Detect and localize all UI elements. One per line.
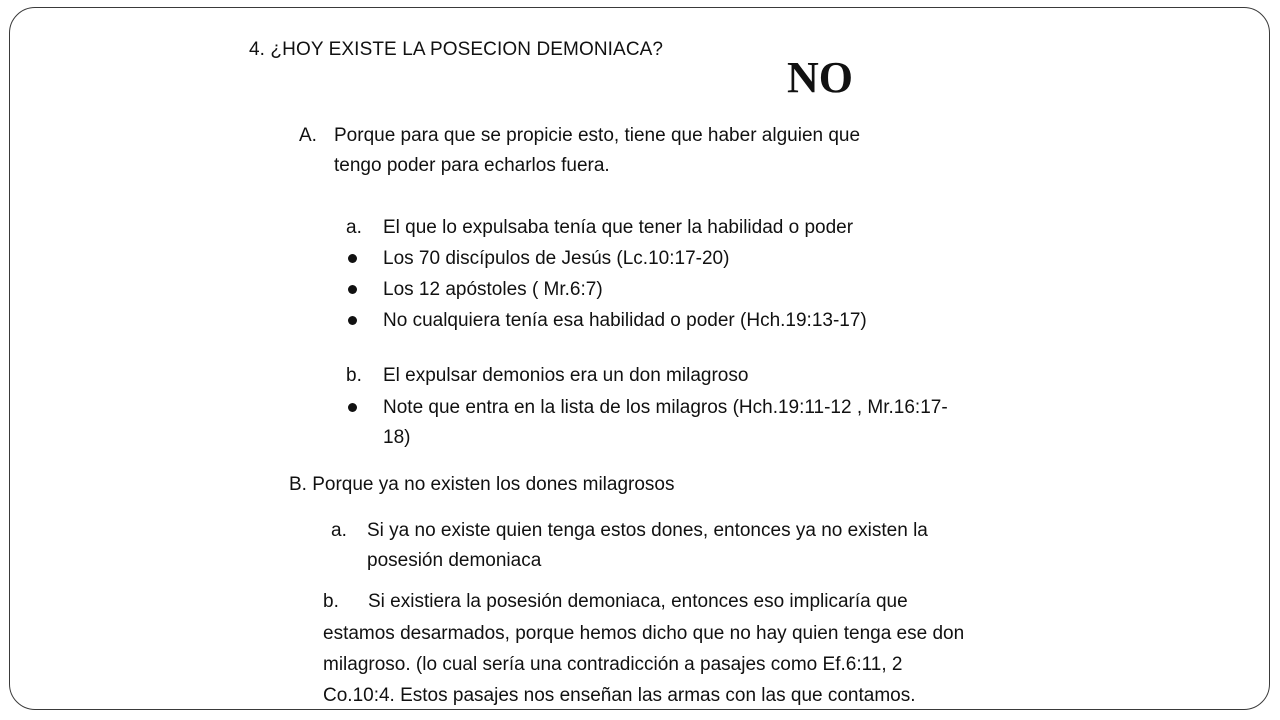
bullet-icon bbox=[348, 403, 357, 412]
point-a-marker: A. bbox=[299, 125, 317, 146]
point-b-b-marker: b. bbox=[323, 591, 339, 612]
point-b-b-line-2: estamos desarmados, porque hemos dicho que no hay quien tenga ese don bbox=[323, 623, 965, 644]
point-a-line-1: Porque para que se propicie esto, tiene que haber alguien que bbox=[334, 125, 861, 146]
bullet-item-line-1: Note que entra en la lista de los milagros (Hch.19:11-12 , Mr.16:17- bbox=[383, 397, 948, 418]
point-b-a-line-2: posesión demoniaca bbox=[367, 550, 542, 571]
point-b-b-line-4: Co.10:4. Estos pasajes nos enseñan las armas con las que contamos. bbox=[323, 685, 916, 706]
point-b-b-line-1: Si existiera la posesión demoniaca, entonces eso implicaría que bbox=[368, 591, 908, 612]
point-a-a-text: El que lo expulsaba tenía que tener la habilidad o poder bbox=[383, 217, 854, 238]
point-a-a-marker: a. bbox=[346, 217, 362, 238]
answer-no: NO bbox=[787, 53, 853, 102]
bullet-item: Los 70 discípulos de Jesús (Lc.10:17-20) bbox=[383, 248, 730, 269]
slide-title: 4. ¿HOY EXISTE LA POSECION DEMONIACA? bbox=[249, 39, 664, 60]
point-a-b-text: El expulsar demonios era un don milagroso bbox=[383, 365, 749, 386]
point-b-a-line-1: Si ya no existe quien tenga estos dones, entonces ya no existen la bbox=[367, 520, 928, 541]
point-b-b-line-3: milagroso. (lo cual sería una contradicción a pasajes como Ef.6:11, 2 bbox=[323, 654, 903, 675]
point-b-a-marker: a. bbox=[331, 520, 347, 541]
bullet-icon bbox=[348, 316, 357, 325]
point-a-b-marker: b. bbox=[346, 365, 362, 386]
point-b-text: B. Porque ya no existen los dones milagrosos bbox=[289, 474, 675, 495]
bullet-item: No cualquiera tenía esa habilidad o poder (Hch.19:13-17) bbox=[383, 310, 867, 331]
point-a-line-2: tengo poder para echarlos fuera. bbox=[334, 155, 610, 176]
bullet-item: Los 12 apóstoles ( Mr.6:7) bbox=[383, 279, 603, 300]
bullet-icon bbox=[348, 285, 357, 294]
bullet-item-line-2: 18) bbox=[383, 427, 411, 448]
bullet-icon bbox=[348, 254, 357, 263]
